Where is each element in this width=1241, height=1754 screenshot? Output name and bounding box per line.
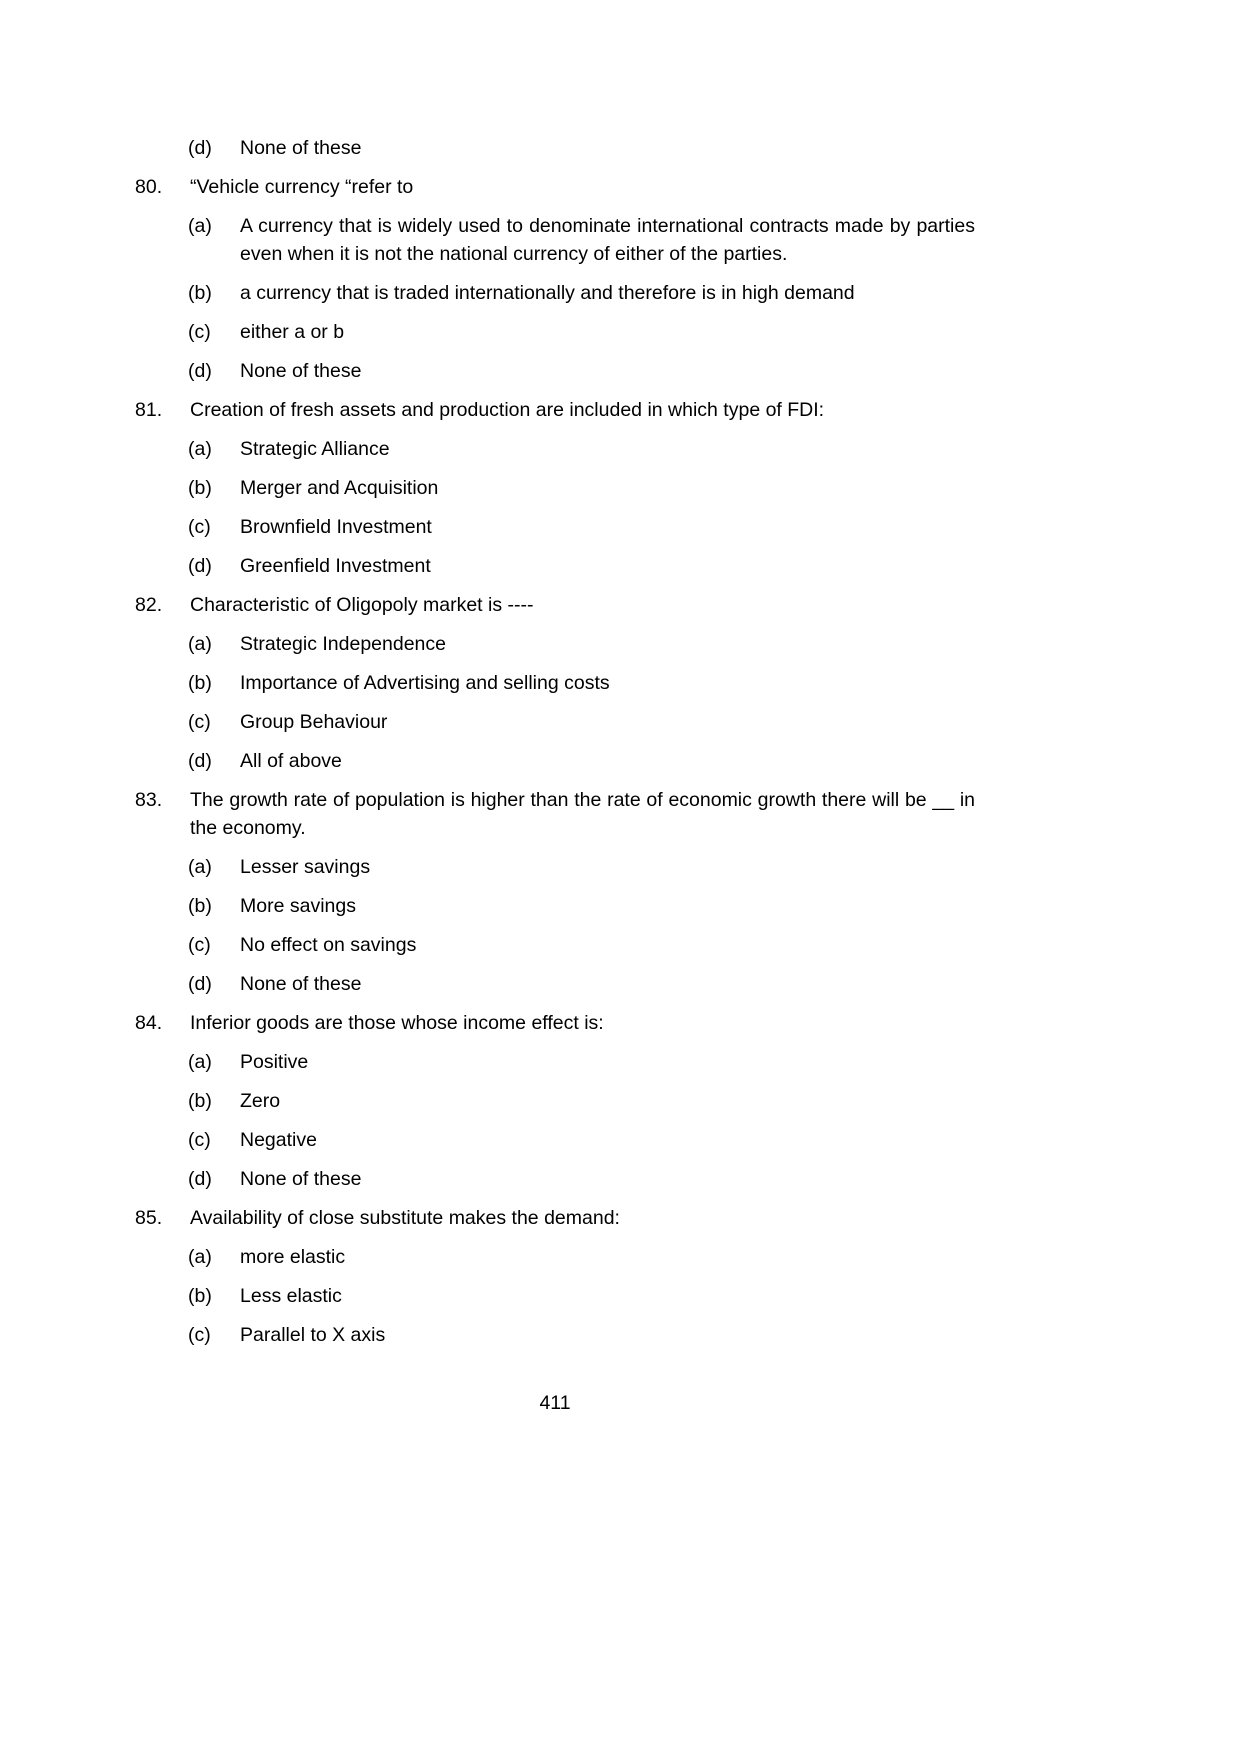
option-letter: (d): [188, 137, 212, 159]
question-text: Creation of fresh assets and production are included in which type of FDI:: [190, 399, 825, 421]
option-row: [188, 474, 975, 502]
option-letter: (b): [188, 1090, 212, 1112]
option-letter: (d): [188, 360, 212, 382]
option-letter: (a): [188, 215, 212, 237]
option-text: Merger and Acquisition: [240, 477, 439, 499]
option-list: [135, 853, 975, 998]
option-text: None of these: [240, 1168, 362, 1190]
option-text: Less elastic: [240, 1285, 342, 1307]
option-text: Zero: [240, 1090, 281, 1112]
question-block: [135, 173, 975, 385]
option-text: Greenfield Investment: [240, 555, 431, 577]
option-list: [135, 630, 975, 775]
question-number: 82.: [135, 594, 163, 616]
page-number: 411: [539, 1392, 571, 1414]
option-row: [188, 1243, 975, 1271]
option-row: [188, 1048, 975, 1076]
option-letter: (d): [188, 1168, 212, 1190]
question-number: 85.: [135, 1207, 163, 1229]
option-text: Strategic Alliance: [240, 438, 390, 460]
option-letter: (d): [188, 555, 212, 577]
option-letter: (d): [188, 750, 212, 772]
question-row: [135, 396, 975, 424]
option-list: [135, 435, 975, 580]
question-row: [135, 173, 975, 201]
question-row: [135, 1204, 975, 1232]
option-row: [188, 747, 975, 775]
option-text: A currency that is widely used to denominate international contracts made by parties even when it is not the national currency of either of the parties.: [240, 215, 975, 265]
option-row: [188, 630, 975, 658]
option-text: Group Behaviour: [240, 711, 388, 733]
option-row: [188, 892, 975, 920]
option-row: [188, 970, 975, 998]
option-letter: (a): [188, 633, 212, 655]
option-letter: (b): [188, 895, 212, 917]
option-row: [188, 1087, 975, 1115]
question-row: [135, 591, 975, 619]
question-block: [135, 1204, 975, 1349]
option-row: [188, 669, 975, 697]
option-list: [135, 1243, 975, 1349]
option-text: Importance of Advertising and selling costs: [240, 672, 610, 694]
question-list: [135, 173, 975, 1349]
option-row: [188, 212, 975, 268]
question-text: The growth rate of population is higher than the rate of economic growth there will be __ in the economy.: [190, 789, 975, 839]
option-row: [188, 318, 975, 346]
option-row: [188, 552, 975, 580]
option-row: [188, 853, 975, 881]
option-text: either a or b: [240, 321, 345, 343]
option-letter: (a): [188, 1051, 212, 1073]
option-text: None of these: [240, 360, 362, 382]
question-number: 84.: [135, 1012, 163, 1034]
option-letter: (c): [188, 1324, 211, 1346]
option-row: [188, 435, 975, 463]
option-letter: (b): [188, 672, 212, 694]
question-text: Availability of close substitute makes the demand:: [190, 1207, 620, 1229]
option-letter: (c): [188, 516, 211, 538]
option-letter: (a): [188, 1246, 212, 1268]
option-letter: (d): [188, 973, 212, 995]
question-text: Characteristic of Oligopoly market is ----: [190, 594, 534, 616]
option-text: more elastic: [240, 1246, 346, 1268]
option-text: Positive: [240, 1051, 309, 1073]
option-row: [188, 1165, 975, 1193]
option-letter: (b): [188, 282, 212, 304]
leading-option-row: [188, 134, 975, 162]
option-row: [188, 1321, 975, 1349]
option-letter: (c): [188, 711, 211, 733]
option-letter: (c): [188, 934, 211, 956]
option-text: None of these: [240, 973, 362, 995]
option-list: [135, 1048, 975, 1193]
page-content: [135, 134, 975, 1417]
question-number: 83.: [135, 789, 163, 811]
option-text: Parallel to X axis: [240, 1324, 386, 1346]
option-letter: (b): [188, 477, 212, 499]
option-letter: (a): [188, 438, 212, 460]
option-row: [188, 357, 975, 385]
option-letter: (c): [188, 1129, 211, 1151]
option-row: [188, 931, 975, 959]
option-text: a currency that is traded internationally and therefore is in high demand: [240, 282, 855, 304]
option-letter: (b): [188, 1285, 212, 1307]
option-list: [135, 212, 975, 385]
option-text: Lesser savings: [240, 856, 371, 878]
option-text: No effect on savings: [240, 934, 417, 956]
option-text: All of above: [240, 750, 342, 772]
option-text: Brownfield Investment: [240, 516, 432, 538]
question-block: [135, 591, 975, 775]
option-row: [188, 279, 975, 307]
question-text: “Vehicle currency “refer to: [190, 176, 414, 198]
option-letter: (a): [188, 856, 212, 878]
option-letter: (c): [188, 321, 211, 343]
question-row: [135, 1009, 975, 1037]
question-row: [135, 786, 975, 842]
question-number: 81.: [135, 399, 163, 421]
question-number: 80.: [135, 176, 163, 198]
question-block: [135, 786, 975, 998]
question-block: [135, 396, 975, 580]
option-text: Strategic Independence: [240, 633, 446, 655]
option-text: More savings: [240, 895, 356, 917]
option-row: [188, 1126, 975, 1154]
option-row: [188, 1282, 975, 1310]
question-text: Inferior goods are those whose income effect is:: [190, 1012, 604, 1034]
option-text: None of these: [240, 137, 362, 159]
option-row: [188, 513, 975, 541]
option-row: [188, 708, 975, 736]
option-text: Negative: [240, 1129, 317, 1151]
question-block: [135, 1009, 975, 1193]
